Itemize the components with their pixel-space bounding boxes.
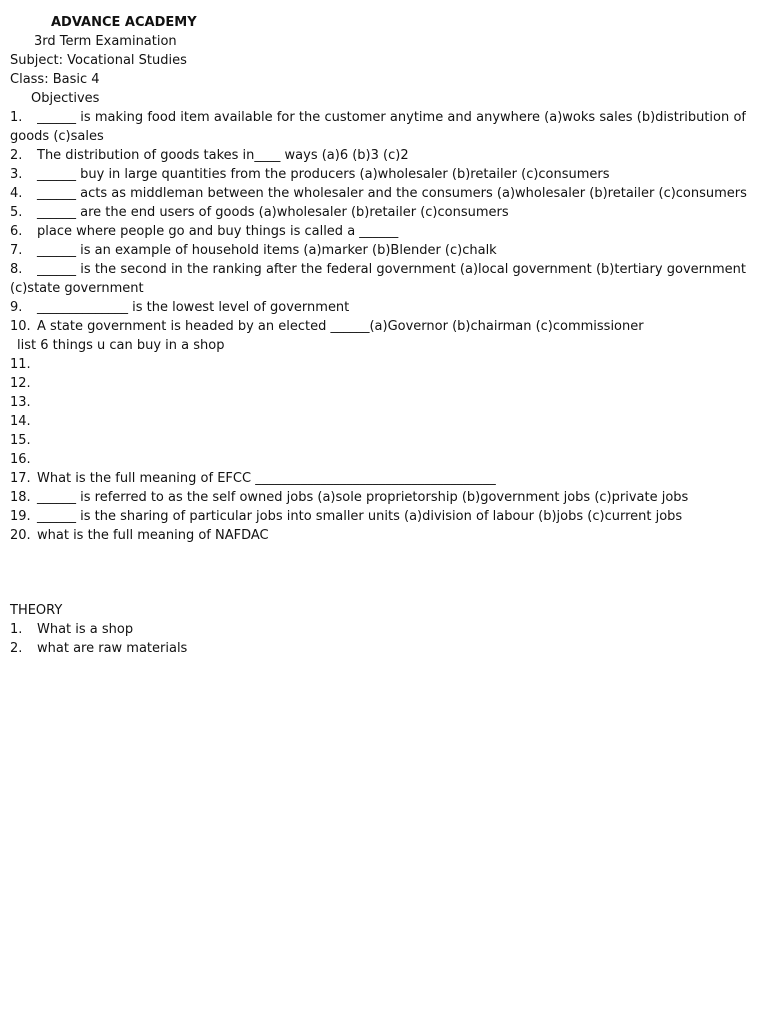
list-number: 13. xyxy=(10,395,31,410)
question-number: 18. xyxy=(10,490,31,505)
question-9 xyxy=(10,298,746,317)
theory-heading: THEORY xyxy=(10,603,63,618)
question-text-continued: goods (c)sales xyxy=(10,129,104,144)
question-number: 10. xyxy=(10,319,31,334)
question-number: 3. xyxy=(10,167,23,182)
question-number: 20. xyxy=(10,528,31,543)
question-number: 19. xyxy=(10,509,31,524)
question-17 xyxy=(10,469,746,488)
question-number: 4. xyxy=(10,186,23,201)
school-name: ADVANCE ACADEMY xyxy=(51,15,197,30)
question-20 xyxy=(10,526,746,545)
list-number: 15. xyxy=(10,433,31,448)
question-text: ______ is the second in the ranking after the federal government (a)local government (b)tertiary government xyxy=(37,262,746,277)
list-number: 14. xyxy=(10,414,31,429)
theory-question-1 xyxy=(10,620,746,639)
question-text: what is the full meaning of NAFDAC xyxy=(37,528,269,543)
question-7 xyxy=(10,241,746,260)
question-5 xyxy=(10,203,746,222)
question-number: 1. xyxy=(10,110,23,125)
question-text: The distribution of goods takes in____ ways (a)6 (b)3 (c)2 xyxy=(37,148,409,163)
list-number: 11. xyxy=(10,357,31,372)
question-number: 5. xyxy=(10,205,23,220)
question-number: 7. xyxy=(10,243,23,258)
question-text: ______ is the sharing of particular jobs into smaller units (a)division of labour (b)jobs (c)current jobs xyxy=(37,509,683,524)
question-number: 17. xyxy=(10,471,31,486)
question-number: 8. xyxy=(10,262,23,277)
question-text: ______________ is the lowest level of government xyxy=(37,300,350,315)
question-2 xyxy=(10,146,746,165)
question-text: What is the full meaning of EFCC _____________________________________ xyxy=(37,471,496,486)
question-text: ______ are the end users of goods (a)wholesaler (b)retailer (c)consumers xyxy=(37,205,509,220)
question-18 xyxy=(10,488,746,507)
list-number: 12. xyxy=(10,376,31,391)
question-text: place where people go and buy things is called a ______ xyxy=(37,224,399,239)
list-number: 16. xyxy=(10,452,31,467)
question-text: ______ buy in large quantities from the producers (a)wholesaler (b)retailer (c)consumers xyxy=(37,167,610,182)
question-text: what are raw materials xyxy=(37,641,188,656)
question-number: 2. xyxy=(10,641,23,656)
theory-question-2 xyxy=(10,639,746,658)
question-number: 9. xyxy=(10,300,23,315)
exam-document xyxy=(10,13,746,658)
question-4 xyxy=(10,184,746,203)
question-8 xyxy=(10,260,746,298)
question-number: 2. xyxy=(10,148,23,163)
question-text: What is a shop xyxy=(37,622,134,637)
question-number: 1. xyxy=(10,622,23,637)
objectives-heading: Objectives xyxy=(31,91,100,106)
question-3 xyxy=(10,165,746,184)
question-text: ______ is an example of household items (a)marker (b)Blender (c)chalk xyxy=(37,243,497,258)
question-1 xyxy=(10,108,746,146)
question-text: ______ is referred to as the self owned jobs (a)sole proprietorship (b)government jobs (c)private jobs xyxy=(37,490,689,505)
exam-class: Class: Basic 4 xyxy=(10,72,100,87)
exam-subject: Subject: Vocational Studies xyxy=(10,53,187,68)
exam-term: 3rd Term Examination xyxy=(34,34,177,49)
list-instruction: list 6 things u can buy in a shop xyxy=(17,338,225,353)
section-spacer xyxy=(10,545,746,601)
question-10 xyxy=(10,317,746,336)
question-text-continued: (c)state government xyxy=(10,281,144,296)
question-text: ______ acts as middleman between the wholesaler and the consumers (a)wholesaler (b)retailer (c)consumers xyxy=(37,186,747,201)
question-text: A state government is headed by an elected ______(a)Governor (b)chairman (c)commissioner xyxy=(37,319,644,334)
question-text: ______ is making food item available for the customer anytime and anywhere (a)woks sales (b)distribution of xyxy=(37,110,746,125)
question-19 xyxy=(10,507,746,526)
question-number: 6. xyxy=(10,224,23,239)
question-6 xyxy=(10,222,746,241)
